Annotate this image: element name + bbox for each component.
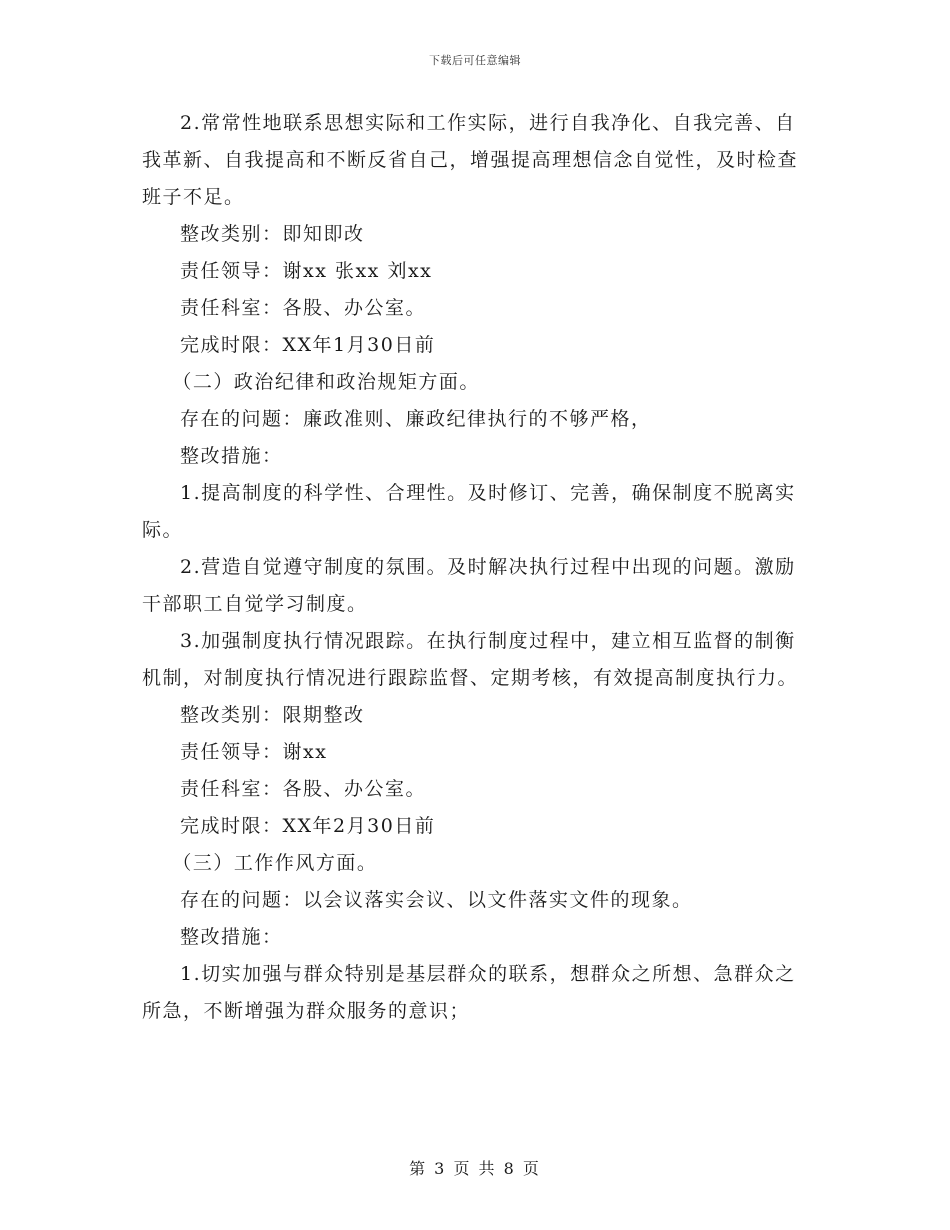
paragraph: 1.切实加强与群众特别是基层群众的联系，想群众之所想、急群众之所急，不断增强为群众服务的意识； — [142, 963, 796, 1022]
paragraph: 整改措施： — [180, 445, 283, 467]
paragraph: 完成时限：XX年2月30日前 — [180, 815, 436, 837]
paragraph: 责任科室：各股、办公室。 — [180, 297, 427, 319]
paragraph: 存在的问题：以会议落实会议、以文件落实文件的现象。 — [180, 889, 693, 911]
paragraph: 责任领导：谢xx — [180, 741, 328, 763]
paragraph: 1.提高制度的科学性、合理性。及时修订、完善，确保制度不脱离实际。 — [142, 482, 796, 541]
section-heading: （三）工作作风方面。 — [172, 852, 378, 874]
paragraph: 整改类别：限期整改 — [180, 704, 365, 726]
section-heading: （二）政治纪律和政治规矩方面。 — [172, 371, 480, 393]
page-header-note: 下载后可任意编辑 — [429, 54, 521, 67]
paragraph: 完成时限：XX年1月30日前 — [180, 334, 436, 356]
paragraph: 整改类别：即知即改 — [180, 223, 365, 245]
page-number: 第 3 页 共 8 页 — [409, 1159, 541, 1178]
document-body — [142, 105, 810, 1030]
paragraph: 责任科室：各股、办公室。 — [180, 778, 427, 800]
paragraph: 2.营造自觉遵守制度的氛围。及时解决执行过程中出现的问题。激励干部职工自觉学习制度。 — [142, 556, 796, 615]
paragraph: 责任领导：谢xx 张xx 刘xx — [180, 260, 433, 282]
paragraph: 3.加强制度执行情况跟踪。在执行制度过程中，建立相互监督的制衡机制，对制度执行情况进行跟踪监督、定期考核，有效提高制度执行力。 — [142, 630, 799, 689]
paragraph: 存在的问题：廉政准则、廉政纪律执行的不够严格， — [180, 408, 652, 430]
paragraph: 整改措施： — [180, 926, 283, 948]
paragraph: 2.常常性地联系思想实际和工作实际，进行自我净化、自我完善、自我革新、自我提高和不断反省自己，增强提高理想信念自觉性，及时检查班子不足。 — [142, 112, 799, 208]
